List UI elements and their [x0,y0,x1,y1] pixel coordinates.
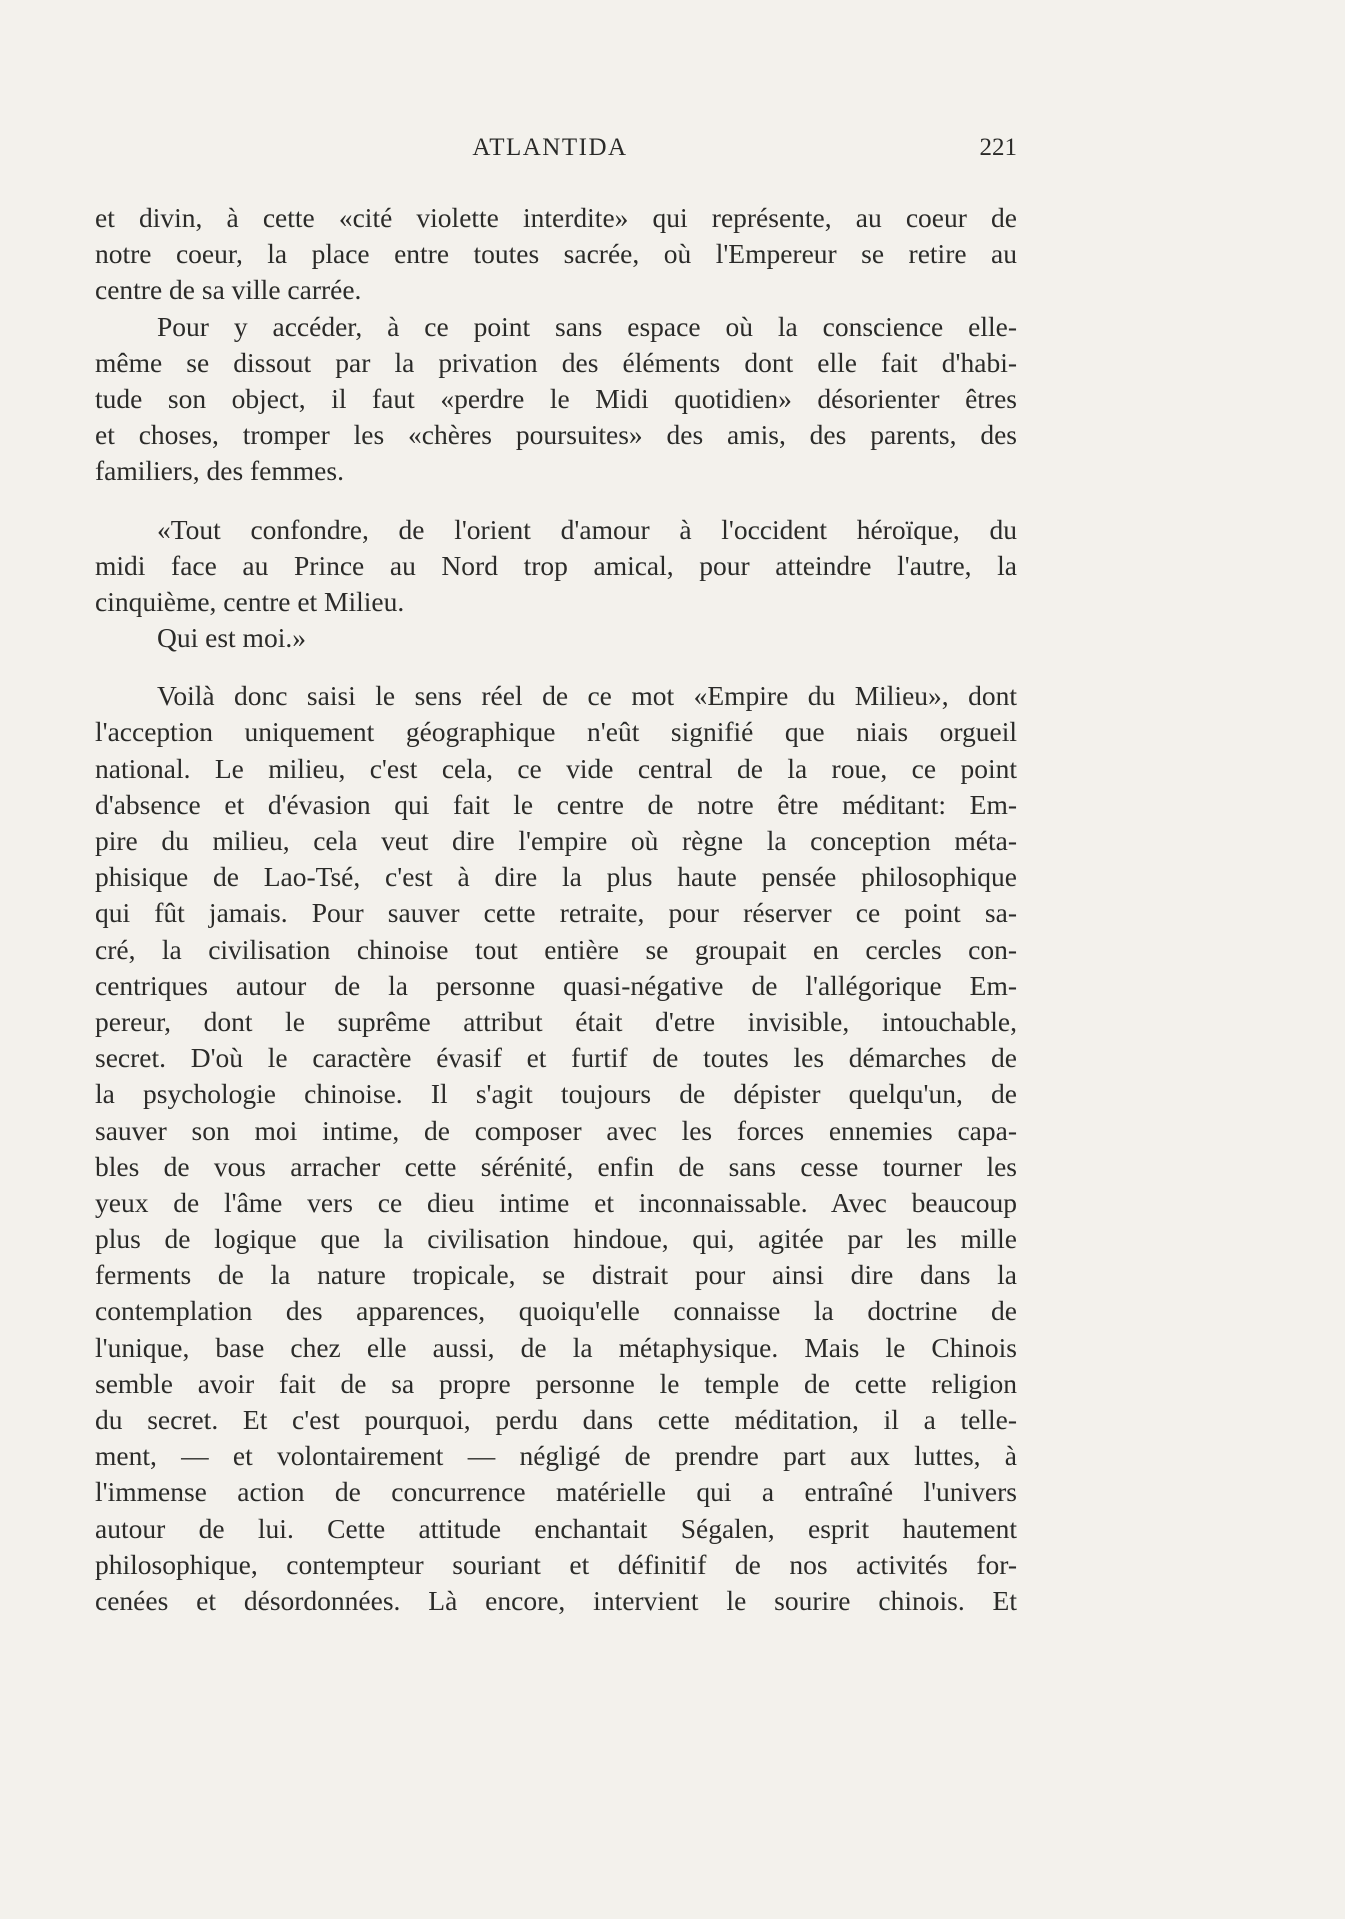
quote-paragraph [95,620,1017,656]
text-line: cinquième, centre et Milieu. [95,585,405,617]
text-line: et divin, à cette «cité violette interdite» qui représente, au coeur de [95,202,1017,233]
text-line: national. Le milieu, c'est cela, ce vide central de la roue, ce point [95,752,1017,784]
running-title: ATLANTIDA [472,134,628,161]
text-line: semble avoir fait de sa propre personne le temple de cette religion [95,1367,1017,1399]
page-number: 221 [979,134,1017,161]
text-line: ferments de la nature tropicale, se distrait pour ainsi dire dans la [95,1259,1017,1291]
text-line: ment, — et volontairement — négligé de prendre part aux luttes, à [95,1440,1017,1472]
text-line: philosophique, contempteur souriant et définitif de nos activités for- [95,1548,1017,1580]
text-line: pire du milieu, cela veut dire l'empire où règne la conception méta- [95,825,1017,856]
text-line: pereur, dont le suprême attribut était d'etre invisible, intouchable, [95,1005,1017,1037]
quote-paragraph [95,512,1017,621]
text-line: bles de vous arracher cette sérénité, enfin de sans cesse tourner les [95,1150,1017,1182]
text-line: «Tout confondre, de l'orient d'amour à l'occident héroïque, du [157,513,1017,545]
text-line: autour de lui. Cette attitude enchantait Ségalen, esprit hautement [95,1512,1017,1544]
paragraph [95,678,1017,1619]
text-line: Pour y accéder, à ce point sans espace où la conscience elle- [157,310,1017,342]
text-line: midi face au Prince au Nord trop amical, pour atteindre l'autre, la [95,549,1017,581]
text-line: l'acception uniquement géographique n'eût signifié que niais orgueil [95,716,1017,748]
text-line: du secret. Et c'est pourquoi, perdu dans cette méditation, il a telle- [95,1404,1017,1435]
text-line: qui fût jamais. Pour sauver cette retraite, pour réserver ce point sa- [95,897,1017,929]
body-text [95,200,1017,1619]
text-line: centre de sa ville carrée. [95,274,362,306]
paragraph [95,200,1017,309]
paragraph [95,309,1017,490]
text-line: l'unique, base chez elle aussi, de la métaphysique. Mais le Chinois [95,1331,1017,1363]
text-line: cenées et désordonnées. Là encore, intervient le sourire chinois. Et [95,1584,1017,1616]
text-line: cré, la civilisation chinoise tout entière se groupait en cercles con- [95,933,1017,965]
text-line: d'absence et d'évasion qui fait le centre de notre être méditant: Em- [95,788,1017,820]
text-line: Qui est moi.» [157,622,306,654]
text-line: contemplation des apparences, quoiqu'elle connaisse la doctrine de [95,1295,1017,1327]
text-line: sauver son moi intime, de composer avec les forces ennemies capa- [95,1114,1017,1146]
text-line: la psychologie chinoise. Il s'agit toujours de dépister quelqu'un, de [95,1078,1017,1110]
text-line: centriques autour de la personne quasi-négative de l'allégorique Em- [95,969,1017,1001]
text-line: yeux de l'âme vers ce dieu intime et inconnaissable. Avec beaucoup [95,1186,1017,1218]
text-line: phisique de Lao-Tsé, c'est à dire la plus haute pensée philosophique [95,861,1017,893]
text-line: Voilà donc saisi le sens réel de ce mot «Empire du Milieu», dont [157,680,1017,712]
running-header [95,128,1017,168]
text-line: tude son object, il faut «perdre le Midi quotidien» désorienter êtres [95,382,1017,414]
text-line: secret. D'où le caractère évasif et furtif de toutes les démarches de [95,1042,1017,1074]
text-line: l'immense action de concurrence matérielle qui a entraîné l'univers [95,1476,1017,1508]
text-line: plus de logique que la civilisation hindoue, qui, agitée par les mille [95,1223,1017,1255]
text-line: et choses, tromper les «chères poursuites» des amis, des parents, des [95,419,1017,451]
text-line: familiers, des femmes. [95,455,344,487]
text-line: même se dissout par la privation des éléments dont elle fait d'habi- [95,346,1017,378]
text-line: notre coeur, la place entre toutes sacrée, où l'Empereur se retire au [95,238,1017,270]
